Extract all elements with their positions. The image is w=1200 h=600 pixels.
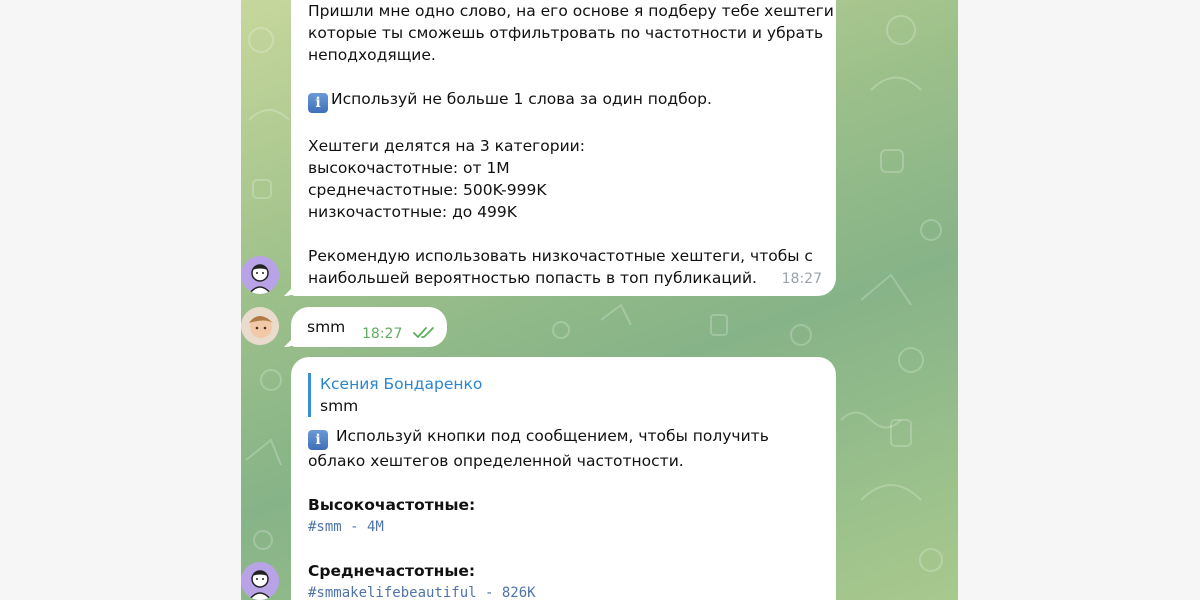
message-line: наибольшей вероятностью попасть в топ публикаций. (308, 269, 757, 287)
bot-message-hashtags (291, 357, 836, 600)
hashtag-mid[interactable]: #smmakelifebeautiful - 826K (308, 585, 536, 600)
reply-quote[interactable] (308, 373, 816, 417)
blank-line (308, 113, 806, 135)
info-text: Используй кнопки под сообщением, чтобы получить (335, 427, 769, 445)
message-line: облако хештегов определенной частотности. (308, 452, 684, 470)
hashtag-high[interactable]: #smm - 4M (308, 519, 384, 535)
message-line: Пришли мне одно слово, на его основе я подберу тебе хештеги (308, 2, 834, 20)
message-line (308, 88, 806, 113)
message-line: которые ты сможешь отфильтровать по частотности и убрать (308, 24, 824, 42)
message-line: Рекомендую использовать низкочастотные хештеги, чтобы с (308, 247, 813, 265)
chat-area (241, 0, 958, 600)
quote-text: smm (320, 397, 359, 415)
double-check-icon (413, 326, 437, 340)
info-icon: i (308, 430, 328, 450)
bot-avatar-icon (241, 562, 279, 600)
info-icon: i (308, 93, 328, 113)
message-time: 18:27 (781, 271, 822, 287)
blank-line (308, 223, 806, 245)
quote-author: Ксения Бондаренко (320, 375, 483, 393)
blank-line (308, 538, 816, 560)
bot-avatar[interactable] (241, 256, 279, 294)
blank-line (308, 66, 806, 88)
mid-frequency-label: Среднечастотные: (308, 562, 476, 580)
message-line: Хештеги делятся на 3 категории: (308, 137, 585, 155)
bot-avatar-icon (241, 256, 279, 294)
message-time: 18:27 (362, 326, 403, 342)
user-avatar-icon (241, 307, 279, 345)
message-line: неподходящие. (308, 46, 436, 64)
message-line: высокочастотные: от 1М (308, 159, 510, 177)
bot-message-intro (291, 0, 836, 296)
bot-avatar[interactable] (241, 562, 279, 600)
message-text: smm (307, 318, 346, 336)
message-line: среднечастотные: 500K-999K (308, 181, 547, 199)
user-avatar[interactable] (241, 307, 279, 345)
message-line: низкочастотные: до 499K (308, 203, 517, 221)
info-text: Используй не больше 1 слова за один подбор. (331, 90, 712, 108)
blank-line (308, 472, 816, 494)
high-frequency-label: Высокочастотные: (308, 496, 476, 514)
user-message (291, 307, 447, 347)
message-line (308, 425, 816, 450)
